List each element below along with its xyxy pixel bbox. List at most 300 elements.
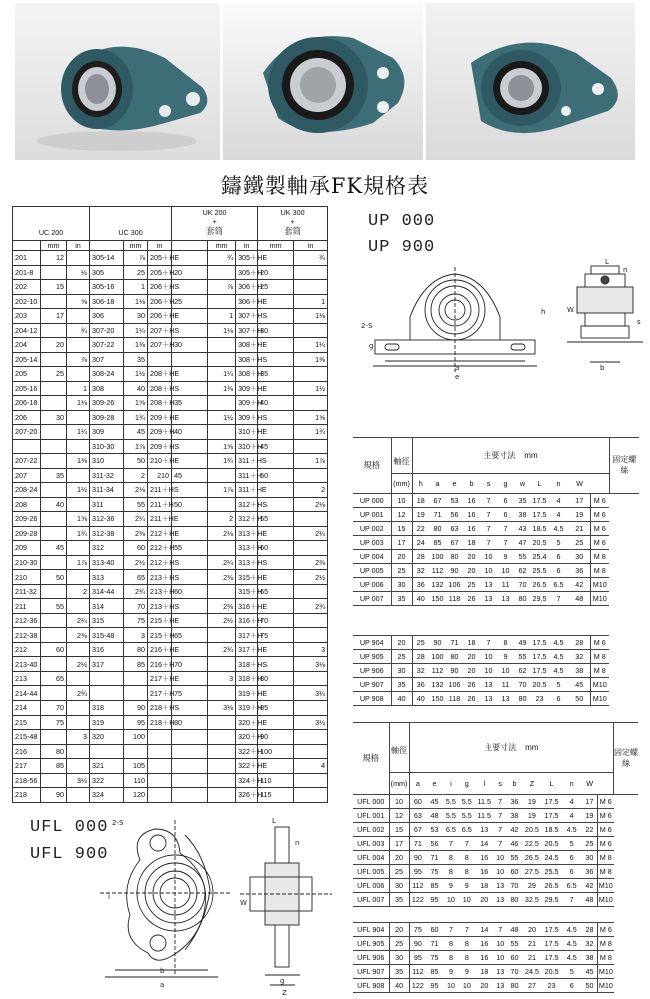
bearing-photo-3 — [426, 3, 635, 160]
table-cell: 8 — [443, 937, 459, 951]
table-cell: 7 — [443, 923, 459, 937]
table-cell: 209 — [13, 541, 41, 556]
table-cell: 40 — [124, 381, 148, 396]
table-row — [13, 454, 328, 469]
ufl-col-bolt: 固定螺絲 — [614, 723, 638, 795]
svg-text:W: W — [567, 306, 574, 314]
table-cell: 1½ — [208, 410, 236, 425]
table-cell: 70 — [258, 613, 294, 628]
table-cell: M 8 — [598, 937, 614, 951]
table-cell: 315＋HE — [236, 570, 258, 585]
table-cell: 211＋HS — [148, 483, 172, 498]
table-row — [353, 823, 638, 837]
table-cell: 2¾ — [67, 686, 90, 701]
table-row — [353, 564, 639, 578]
svg-text:n: n — [295, 839, 300, 847]
table-cell: 25 — [391, 650, 412, 664]
unit-header-row: mm in mm in mm in mm in — [13, 241, 328, 251]
table-cell: 313＋HE — [236, 526, 258, 541]
table-cell: 201 — [13, 251, 41, 266]
table-cell: 2 — [208, 512, 236, 527]
table-cell: 42 — [569, 578, 590, 592]
table-cell: 311 — [90, 497, 124, 512]
table-cell: 43 — [514, 522, 531, 536]
table-row — [13, 410, 328, 425]
table-cell: ⅞ — [67, 352, 90, 367]
table-cell — [124, 671, 148, 686]
table-cell: 17 — [582, 795, 598, 809]
column-header: b — [507, 773, 523, 795]
table-cell: 60 — [41, 642, 67, 657]
table-cell — [148, 730, 172, 745]
table-cell — [67, 309, 90, 324]
table-cell: 214-44 — [13, 686, 41, 701]
table-cell: 50 — [172, 497, 208, 512]
table-cell: 20.5 — [541, 837, 561, 851]
table-cell: 13 — [480, 678, 497, 692]
table-cell — [172, 788, 208, 803]
table-cell — [148, 352, 172, 367]
table-cell: 306＋HE — [236, 294, 258, 309]
table-cell: 75 — [172, 686, 208, 701]
table-cell — [67, 280, 90, 295]
table-row — [353, 965, 638, 979]
table-cell: 324 — [90, 788, 124, 803]
table-cell: 9 — [497, 650, 514, 664]
table-cell: 21 — [522, 951, 541, 965]
table-row — [13, 425, 328, 440]
table-cell — [41, 526, 67, 541]
table-cell: 132 — [429, 578, 446, 592]
table-cell — [172, 730, 208, 745]
table-cell: 75 — [409, 923, 426, 937]
table-cell: 311＋HS — [236, 454, 258, 469]
table-cell: 40 — [258, 396, 294, 411]
table-cell: 15 — [391, 522, 412, 536]
table-cell: 16 — [475, 937, 494, 951]
table-row — [13, 483, 328, 498]
table-row — [13, 338, 328, 353]
table-cell — [41, 294, 67, 309]
table-cell: 6 — [497, 494, 514, 508]
table-cell: 308＋HE — [236, 338, 258, 353]
table-cell: 25 — [172, 294, 208, 309]
table-cell: 80 — [446, 550, 463, 564]
table-cell: M10 — [598, 979, 614, 993]
table-cell: 205 — [13, 367, 41, 382]
table-cell: 55 — [514, 550, 531, 564]
table-cell: 30 — [124, 309, 148, 324]
table-cell: 9 — [497, 550, 514, 564]
svg-text:i: i — [108, 893, 110, 901]
table-cell: 3½ — [294, 715, 328, 730]
table-cell: 1¼ — [294, 338, 328, 353]
table-cell: 2⅛ — [124, 483, 148, 498]
table-cell: 35 — [514, 494, 531, 508]
table-cell: 20 — [475, 893, 494, 907]
table-cell: 21 — [522, 937, 541, 951]
insert-bearing-table — [12, 206, 328, 803]
table-cell: 17.5 — [531, 664, 548, 678]
table-cell: 308-24 — [90, 367, 124, 382]
table-cell: 1⅞ — [294, 454, 328, 469]
header-uc200: UC 200 — [13, 207, 90, 241]
table-cell: 314-44 — [90, 584, 124, 599]
table-cell: 60 — [409, 795, 426, 809]
table-cell — [208, 788, 236, 803]
table-cell: 25.4 — [531, 550, 548, 564]
table-cell: M 6 — [598, 809, 614, 823]
table-row — [353, 837, 638, 851]
table-row — [13, 439, 328, 454]
table-row — [13, 773, 328, 788]
table-cell: M 6 — [590, 494, 609, 508]
table-cell: 10 — [480, 664, 497, 678]
table-row — [353, 893, 638, 907]
table-cell: 213＋HS — [148, 599, 172, 614]
table-cell: M 6 — [590, 536, 609, 550]
table-cell: 25 — [389, 865, 409, 879]
table-cell: 2¼ — [124, 512, 148, 527]
table-cell — [124, 686, 148, 701]
table-row — [13, 526, 328, 541]
table-cell: 210＋HE — [148, 454, 172, 469]
table-cell: 90 — [409, 851, 426, 865]
table-cell: 205＋H — [148, 265, 172, 280]
table-cell: 318＋H — [236, 671, 258, 686]
table-cell: 27.5 — [522, 865, 541, 879]
table-cell: ½ — [67, 265, 90, 280]
table-cell: 40 — [412, 592, 429, 606]
table-cell: 36 — [569, 564, 590, 578]
table-cell: M10 — [590, 578, 609, 592]
table-cell: 16 — [475, 951, 494, 965]
table-cell: 28 — [569, 636, 590, 650]
page-title: 鑄鐵製軸承FK規格表 — [220, 174, 430, 198]
table-cell: 80 — [507, 893, 523, 907]
table-cell: 317 — [90, 657, 124, 672]
table-cell: 10 — [480, 650, 497, 664]
table-cell: UFL 000 — [353, 795, 389, 809]
table-cell: UP 908 — [353, 692, 391, 706]
table-cell: 308＋H — [236, 367, 258, 382]
table-cell: 1¾ — [124, 410, 148, 425]
table-cell — [208, 338, 236, 353]
table-cell — [208, 628, 236, 643]
column-header: W — [582, 773, 598, 795]
table-cell — [294, 744, 328, 759]
table-cell: 207 — [13, 468, 41, 483]
table-cell: 8 — [443, 851, 459, 865]
ufl-table: 規格 軸徑 主要寸法 mm 固定螺絲 (mm) a e i g l s b Z L n W UFL 000 10 60 45 5.5 5.5 11.5 7 36 19 17.5 4 17 M 6 UFL 001 12 63 48 5.5 5.5 11.5 7 38 19 17.5 4 19 M 6 UFL 002 15 67 53 6.5 6.5 13 7 42 20.5 18.5 4.5 22 M 6 UFL 003 17 71 56 7 7 14 7 46 22.5 20.5 5 25 M 6 UFL 004 20 90 71 8 8 16 10 55 26.5 24.5 6 30 M 8 UFL 005 25 95 75 8 8 16 10 60 27.5 25.5 6 36 M 8 UFL 006 30 112 85 9 9 18 13 70 29 26.5 6.5 42 M10 UFL 007 35 122 95 10 10 20 13 80 32.5 29.5 7 48 M10 — [353, 722, 638, 907]
table-row — [13, 715, 328, 730]
table-cell: 305 — [90, 265, 124, 280]
table-cell: 209-26 — [13, 512, 41, 527]
column-header: b — [463, 474, 480, 494]
table-cell: 7 — [494, 923, 507, 937]
table-cell: 307＋H — [236, 323, 258, 338]
table-cell: 17 — [41, 309, 67, 324]
table-cell — [208, 497, 236, 512]
table-cell: 38 — [514, 508, 531, 522]
svg-text:b: b — [160, 967, 165, 975]
table-cell: 2¼ — [294, 526, 328, 541]
table-cell: 11 — [497, 578, 514, 592]
table-cell: 207-22 — [13, 454, 41, 469]
table-cell: 30 — [258, 323, 294, 338]
table-cell: 2⅜ — [294, 555, 328, 570]
table-cell: 112 — [409, 879, 426, 893]
table-cell: UFL 005 — [353, 865, 389, 879]
table-cell: 3 — [294, 642, 328, 657]
table-cell: 60 — [507, 865, 523, 879]
table-cell: 2 — [294, 483, 328, 498]
table-cell: 35 — [258, 367, 294, 382]
table-cell: 75 — [426, 951, 443, 965]
table-cell: 309 — [90, 425, 124, 440]
table-cell: 122 — [409, 893, 426, 907]
table-cell: 310＋H — [236, 439, 258, 454]
table-row — [13, 309, 328, 324]
up-900-label: UP 900 — [368, 238, 436, 257]
table-cell: 25 — [463, 578, 480, 592]
table-cell — [294, 788, 328, 803]
table-cell: 202 — [13, 280, 41, 295]
column-header: a — [429, 474, 446, 494]
table-cell: 20 — [258, 265, 294, 280]
table-cell: 7 — [480, 508, 497, 522]
table-cell: 209＋HE — [148, 410, 172, 425]
table-cell: 35 — [172, 396, 208, 411]
table-cell: 320＋H — [236, 730, 258, 745]
table-cell: 306 — [90, 309, 124, 324]
table-cell: 212＋HE — [148, 526, 172, 541]
table-cell: 16 — [475, 865, 494, 879]
table-cell: 36 — [412, 578, 429, 592]
photo-flange-bearing-1 — [15, 3, 220, 160]
table-cell — [67, 541, 90, 556]
table-cell: 90 — [124, 700, 148, 715]
table-row — [353, 550, 639, 564]
table-cell: 45 — [172, 468, 208, 483]
table-cell: 1½ — [67, 483, 90, 498]
table-row — [13, 657, 328, 672]
table-cell — [172, 744, 208, 759]
table-cell — [67, 410, 90, 425]
table-cell: 17.5 — [541, 795, 561, 809]
table-cell: 14 — [475, 837, 494, 851]
table-cell: UP 905 — [353, 650, 391, 664]
table-cell: 90 — [446, 664, 463, 678]
table-cell: 1 — [294, 294, 328, 309]
table-cell: 1⅛ — [124, 294, 148, 309]
table-cell: 8 — [459, 851, 475, 865]
table-row — [13, 642, 328, 657]
table-cell: UFL 906 — [353, 951, 389, 965]
table-cell: 217＋H — [148, 686, 172, 701]
table-cell: 30 — [389, 951, 409, 965]
table-cell: 65 — [172, 628, 208, 643]
svg-text:L: L — [605, 258, 609, 266]
table-cell: 13 — [494, 965, 507, 979]
table-cell: 205-16 — [13, 381, 41, 396]
table-cell: UP 004 — [353, 550, 391, 564]
table-cell — [67, 671, 90, 686]
table-cell: 17.5 — [531, 636, 548, 650]
table-cell: 7 — [443, 837, 459, 851]
table-cell: 4.5 — [562, 951, 582, 965]
table-cell: 4.5 — [548, 650, 569, 664]
table-cell: 105 — [124, 759, 148, 774]
table-row — [353, 650, 639, 664]
table-cell: 5 — [562, 837, 582, 851]
table-row — [13, 468, 328, 483]
up-col-dims: 主要寸法 mm — [412, 438, 609, 474]
table-cell — [67, 642, 90, 657]
table-cell: 18 — [475, 879, 494, 893]
column-header: a — [409, 773, 426, 795]
table-cell: 6 — [562, 979, 582, 993]
table-cell: 212＋HS — [148, 555, 172, 570]
table-cell: 1¾ — [208, 454, 236, 469]
table-cell: 26.5 — [522, 851, 541, 865]
table-cell: 55 — [514, 650, 531, 664]
table-cell: M 8 — [590, 564, 609, 578]
table-cell: 71 — [446, 636, 463, 650]
table-cell: 75 — [41, 715, 67, 730]
table-cell: 18.5 — [531, 522, 548, 536]
table-cell — [294, 439, 328, 454]
column-header: n — [548, 474, 569, 494]
table-cell: 311-34 — [90, 483, 124, 498]
svg-text:Z: Z — [282, 989, 287, 997]
table-cell: 13 — [497, 692, 514, 706]
table-cell: 46 — [507, 837, 523, 851]
table-cell: 106 — [446, 678, 463, 692]
table-cell: 311＋HE — [236, 483, 258, 498]
table-cell: 75 — [124, 613, 148, 628]
table-cell: 35 — [41, 468, 67, 483]
table-cell — [41, 381, 67, 396]
table-row — [13, 628, 328, 643]
table-cell: 20 — [475, 979, 494, 993]
table-cell: 6 — [548, 692, 569, 706]
table-cell: 10 — [459, 893, 475, 907]
table-cell: 2¾ — [124, 584, 148, 599]
table-cell — [41, 613, 67, 628]
table-cell — [67, 700, 90, 715]
table-cell: 313 — [90, 570, 124, 585]
table-cell: 2⅜ — [67, 628, 90, 643]
table-cell: 38 — [569, 664, 590, 678]
table-cell: M 8 — [598, 865, 614, 879]
table-cell: 25 — [389, 937, 409, 951]
table-cell: 80 — [507, 979, 523, 993]
table-cell: ¾ — [294, 251, 328, 266]
table-cell: 20 — [463, 650, 480, 664]
table-cell: 15 — [41, 280, 67, 295]
table-cell: M 6 — [590, 522, 609, 536]
table-cell: 3 — [124, 628, 148, 643]
table-cell: 13 — [494, 893, 507, 907]
table-cell: 115 — [258, 788, 294, 803]
column-header: g — [497, 474, 514, 494]
table-row — [353, 879, 638, 893]
table-cell: 1¾ — [67, 526, 90, 541]
table-cell: 150 — [429, 592, 446, 606]
table-cell: ¾ — [208, 251, 236, 266]
table-cell — [208, 541, 236, 556]
table-cell: 67 — [446, 536, 463, 550]
table-cell: 1⅜ — [208, 381, 236, 396]
table-cell: 95 — [409, 951, 426, 965]
table-cell: 85 — [426, 965, 443, 979]
table-cell: 48 — [569, 592, 590, 606]
table-cell: 7 — [497, 536, 514, 550]
table-cell: 71 — [429, 508, 446, 522]
photo-flange-bearing-3 — [426, 3, 635, 160]
table-cell: 29.5 — [541, 893, 561, 907]
table-cell — [208, 468, 236, 483]
table-cell — [41, 396, 67, 411]
table-cell: 53 — [446, 494, 463, 508]
table-row — [13, 294, 328, 309]
table-cell: 20 — [391, 636, 412, 650]
table-cell: 1⅜ — [67, 454, 90, 469]
table-cell — [172, 352, 208, 367]
table-cell: 320＋HE — [236, 715, 258, 730]
table-row — [13, 497, 328, 512]
table-cell: 120 — [124, 788, 148, 803]
table-row — [353, 536, 639, 550]
table-cell: 7 — [562, 893, 582, 907]
table-cell — [294, 396, 328, 411]
table-cell: 22 — [412, 522, 429, 536]
table-row — [353, 951, 638, 965]
table-cell — [67, 338, 90, 353]
table-cell: 326＋H — [236, 788, 258, 803]
table-cell — [41, 512, 67, 527]
table-cell: 30 — [172, 338, 208, 353]
table-cell — [41, 323, 67, 338]
table-cell: 20.5 — [542, 965, 562, 979]
table-cell: M10 — [590, 692, 609, 706]
table-cell: 20 — [463, 564, 480, 578]
table-cell: 1⅛ — [208, 323, 236, 338]
table-cell: 2½ — [67, 657, 90, 672]
column-header: g — [459, 773, 475, 795]
table-cell: 45 — [258, 439, 294, 454]
table-cell: 315-48 — [90, 628, 124, 643]
table-cell: 70 — [507, 965, 523, 979]
table-cell: 90 — [258, 730, 294, 745]
table-cell: 25.5 — [531, 564, 548, 578]
table-cell: ⅝ — [67, 294, 90, 309]
table-cell: 80 — [429, 522, 446, 536]
table-cell: 1⅛ — [67, 396, 90, 411]
table-cell: 55 — [507, 851, 523, 865]
table-row — [353, 809, 638, 823]
svg-text:s: s — [637, 318, 641, 326]
table-cell: 20 — [389, 923, 409, 937]
table-cell: 4.5 — [548, 636, 569, 650]
table-cell — [294, 367, 328, 382]
column-header: l — [475, 773, 494, 795]
table-cell: 62 — [514, 564, 531, 578]
table-cell: 2⅛ — [294, 497, 328, 512]
photo-flange-bearing-2 — [223, 3, 423, 160]
table-cell: 80 — [258, 671, 294, 686]
